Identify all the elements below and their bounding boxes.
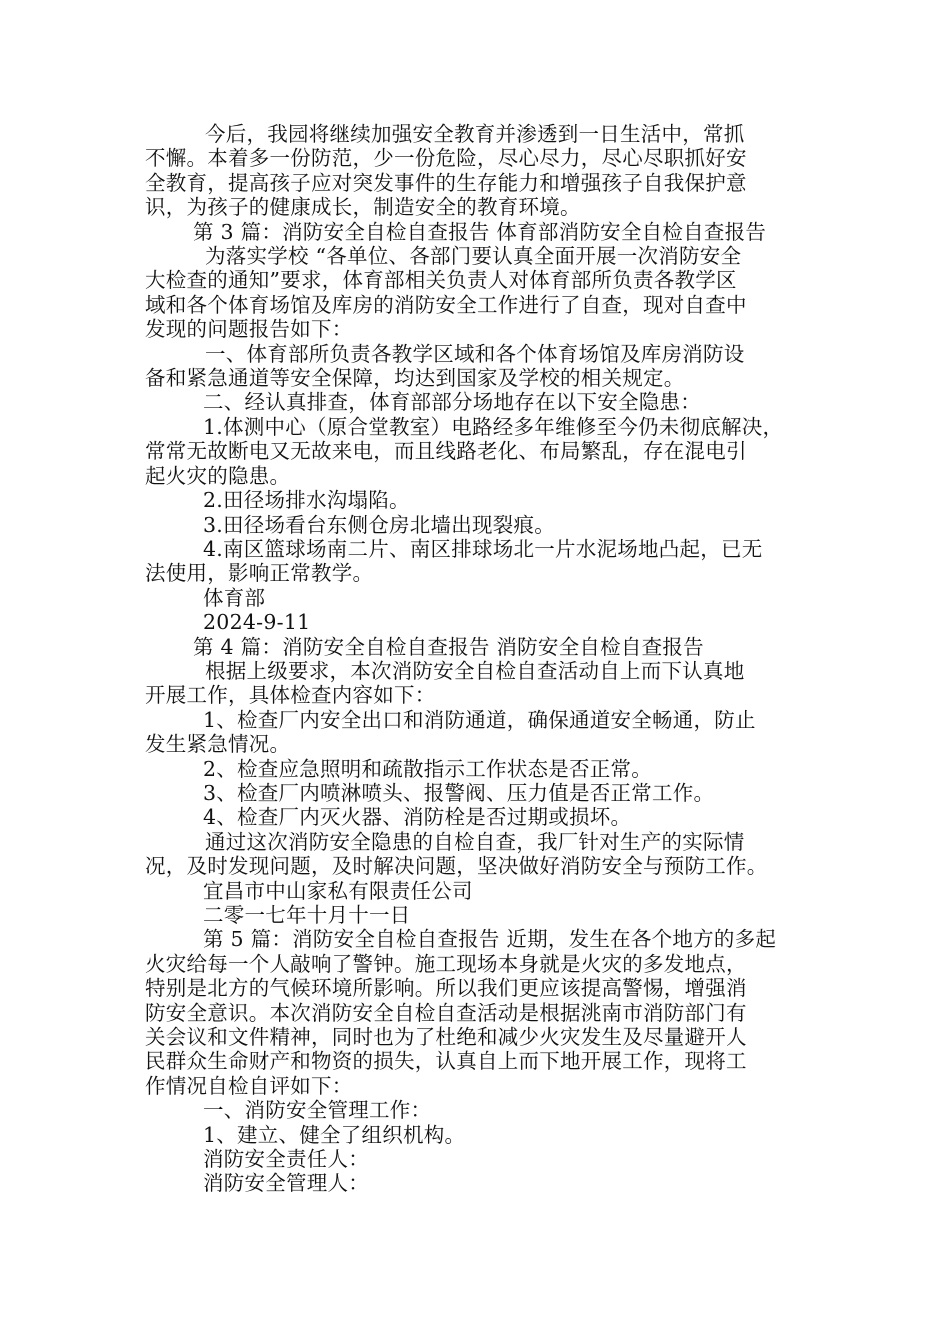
text-line: 1、建立、健全了组织机构。 — [203, 1122, 466, 1147]
text-line: 开展工作，具体检查内容如下： — [145, 683, 436, 708]
text-line: 二零一七年十月十一日 — [203, 903, 411, 927]
text-line: 关会议和文件精神，同时也为了杜绝和减少火灾发生及尽量避开人 — [145, 1025, 747, 1050]
text-line: 起火灾的隐患。 — [145, 463, 291, 488]
text-line: 体育部 — [203, 585, 266, 610]
text-line: 第 4 篇：消防安全自检自查报告 消防安全自检自查报告 — [193, 634, 704, 659]
text-line: 1、检查厂内安全出口和消防通道，确保通道安全畅通，防止 — [203, 707, 756, 732]
text-line: 识，为孩子的健康成长，制造安全的教育环境。 — [145, 195, 581, 220]
text-line: 火灾给每一个人敲响了警钟。施工现场本身就是火灾的多发地点， — [145, 951, 747, 976]
document-page — [145, 122, 810, 1196]
text-line: 发生紧急情况。 — [145, 732, 291, 757]
text-line: 特别是北方的气候环境所影响。所以我们更应该提高警惕，增强消 — [145, 976, 747, 1001]
text-line: 4.南区篮球场南二片、南区排球场北一片水泥场地凸起，已无 — [203, 536, 763, 561]
text-line: 第 5 篇：消防安全自检自查报告 近期，发生在各个地方的多起 — [203, 927, 777, 952]
text-line: 第 3 篇：消防安全自检自查报告 体育部消防安全自检自查报告 — [193, 219, 767, 244]
text-line: 2024-9-11 — [203, 610, 311, 635]
text-line: 不懈。本着多一份防范，少一份危险，尽心尽力，尽心尽职抓好安 — [145, 146, 747, 171]
text-line: 1.体测中心（原合堂教室）电路经多年维修至今仍未彻底解决， — [203, 414, 784, 439]
text-line: 根据上级要求，本次消防安全自检自查活动自上而下认真地 — [205, 658, 745, 683]
text-line: 今后，我园将继续加强安全教育并渗透到一日生活中，常抓 — [205, 122, 745, 146]
text-line: 4、检查厂内灭火器、消防栓是否过期或损坏。 — [203, 805, 632, 830]
text-line: 大检查的通知”要求，体育部相关负责人对体育部所负责各教学区 — [145, 268, 737, 293]
text-line: 备和紧急通道等安全保障，均达到国家及学校的相关规定。 — [145, 366, 685, 391]
text-line: 3.田径场看台东侧仓房北墙出现裂痕。 — [203, 512, 556, 537]
text-line: 法使用，影响正常教学。 — [145, 561, 374, 586]
text-line: 域和各个体育场馆及库房的消防安全工作进行了自查，现对自查中 — [145, 292, 747, 317]
text-line: 消防安全责任人： — [203, 1147, 369, 1172]
text-line: 2、检查应急照明和疏散指示工作状态是否正常。 — [203, 756, 653, 781]
text-line: 民群众生命财产和物资的损失，认真自上而下地开展工作，现将工 — [145, 1049, 747, 1074]
text-line: 作情况自检自评如下： — [145, 1073, 353, 1098]
text-line: 为落实学校 “各单位、各部门要认真全面开展一次消防安全 — [205, 244, 742, 269]
text-line: 发现的问题报告如下： — [145, 317, 353, 342]
text-line: 常常无故断电又无故来电，而且线路老化、布局繁乱，存在混电引 — [145, 439, 747, 464]
text-line: 通过这次消防安全隐患的自检自查，我厂针对生产的实际情 — [205, 829, 745, 854]
text-line: 一、消防安全管理工作： — [203, 1098, 432, 1123]
text-line: 一、体育部所负责各教学区域和各个体育场馆及库房消防设 — [205, 341, 745, 366]
text-line: 消防安全管理人： — [203, 1171, 369, 1196]
text-line: 宜昌市中山家私有限责任公司 — [203, 878, 473, 903]
text-line: 全教育，提高孩子应对突发事件的生存能力和增强孩子自我保护意 — [145, 170, 747, 195]
text-line: 防安全意识。本次消防安全自检自查活动是根据洮南市消防部门有 — [145, 1000, 747, 1025]
text-line: 二、经认真排查，体育部部分场地存在以下安全隐患： — [203, 390, 701, 415]
text-line: 2.田径场排水沟塌陷。 — [203, 488, 410, 513]
text-line: 3、检查厂内喷淋喷头、报警阀、压力值是否正常工作。 — [203, 780, 715, 805]
text-line: 况，及时发现问题，及时解决问题，坚决做好消防安全与预防工作。 — [145, 854, 768, 879]
